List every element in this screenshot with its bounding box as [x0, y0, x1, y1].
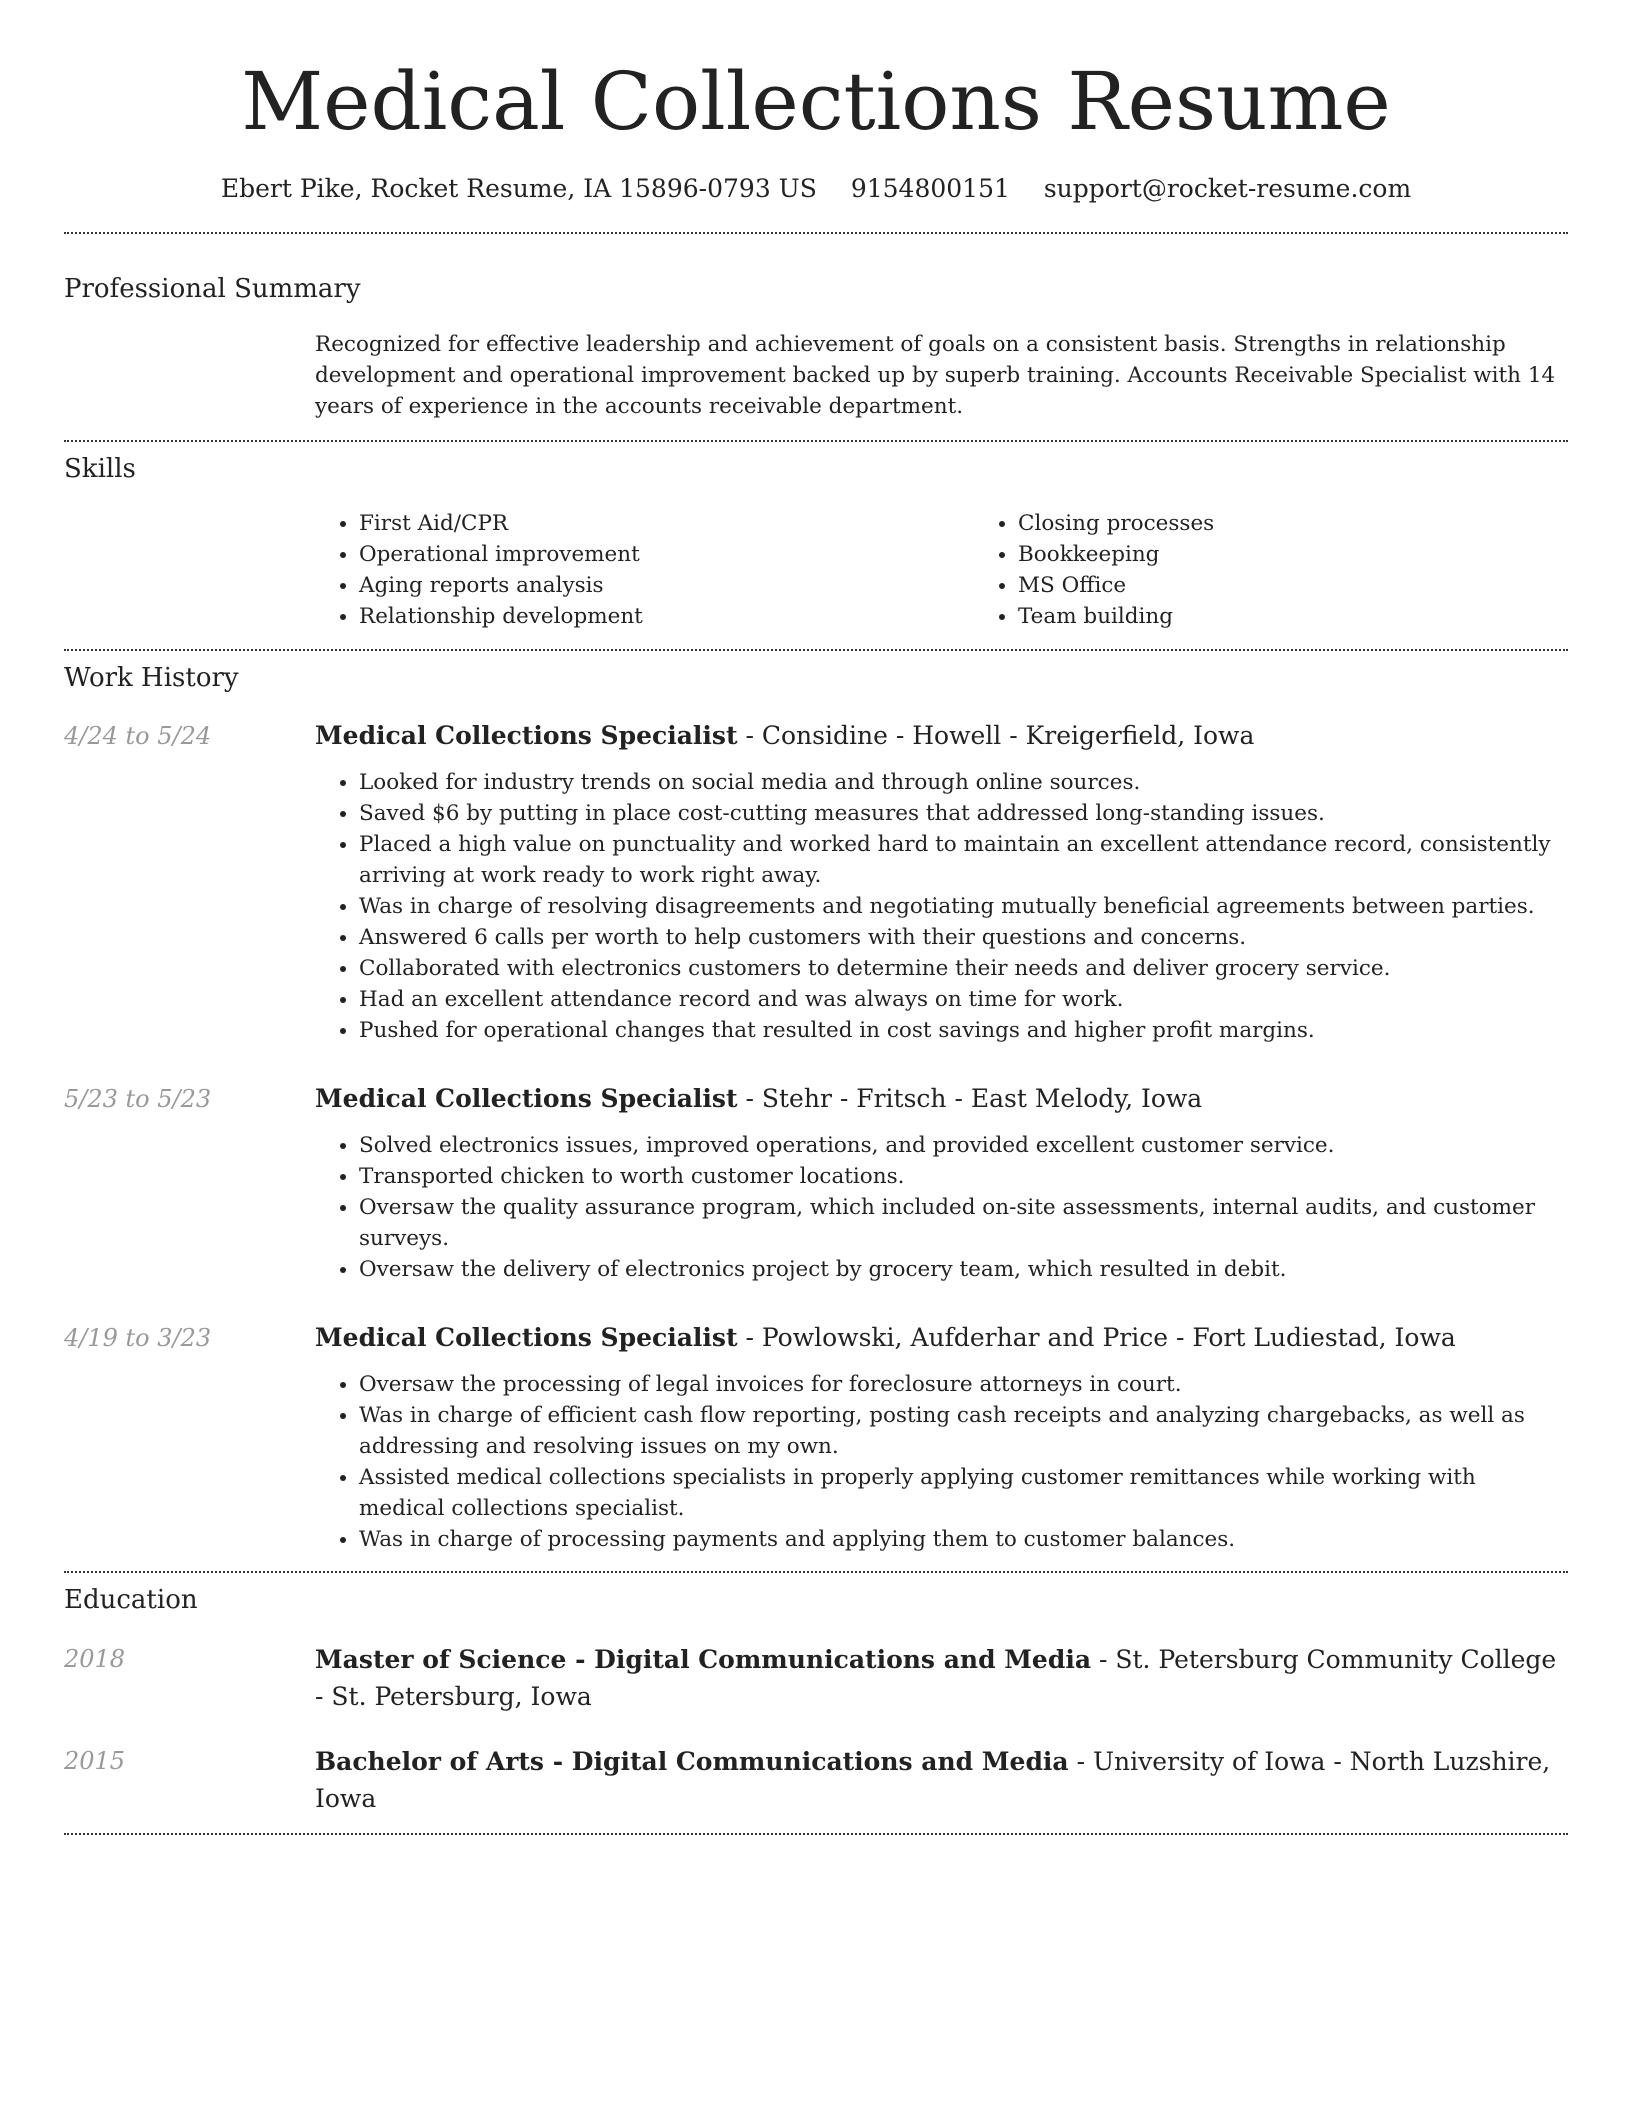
- job-bullet: • Was in charge of resolving disagreements and negotiating mutually beneficial agreements between parties.: [359, 891, 1568, 922]
- job-entry: [64, 719, 1568, 1046]
- skill-item: • Aging reports analysis: [359, 570, 974, 601]
- job-bullet: • Was in charge of processing payments and applying them to customer balances.: [359, 1524, 1568, 1555]
- job-bullet: • Placed a high value on punctuality and worked hard to maintain an excellent attendance record, consistently arriving at work ready to work right away.: [359, 829, 1568, 891]
- skill-item: • Operational improvement: [359, 539, 974, 570]
- job-employer: - Stehr - Fritsch - East Melody, Iowa: [737, 1084, 1203, 1113]
- education-year: 2018: [64, 1645, 126, 1673]
- job-bullet: • Transported chicken to worth customer locations.: [359, 1161, 1568, 1192]
- job-bullets: [315, 1369, 1568, 1555]
- skill-item: • Bookkeeping: [1018, 539, 1632, 570]
- job-heading: [315, 719, 1568, 753]
- education-heading-line: [315, 1743, 1568, 1817]
- job-title: Medical Collections Specialist: [315, 721, 738, 750]
- divider: [64, 440, 1568, 442]
- contact-address: Ebert Pike, Rocket Resume, IA 15896-0793 US: [220, 174, 817, 203]
- education-section: [64, 1585, 1568, 1817]
- skills-section: [64, 454, 1568, 632]
- skill-item: • First Aid/CPR: [359, 508, 974, 539]
- job-bullets: [315, 1130, 1568, 1285]
- skill-item: • Relationship development: [359, 601, 974, 632]
- education-degree: Master of Science - Digital Communications and Media: [315, 1645, 1092, 1674]
- contact-line: [64, 174, 1568, 203]
- job-dates: 4/19 to 3/23: [64, 1324, 212, 1352]
- skills-heading: Skills: [64, 454, 136, 484]
- job-employer: - Powlowski, Aufderhar and Price - Fort Ludiestad, Iowa: [737, 1323, 1456, 1352]
- job-employer: - Considine - Howell - Kreigerfield, Iowa: [737, 721, 1255, 750]
- contact-phone: 9154800151: [850, 174, 1010, 203]
- education-year: 2015: [64, 1747, 126, 1775]
- resume-title: Medical Collections Resume: [241, 55, 1391, 148]
- summary-heading: Professional Summary: [64, 274, 361, 304]
- education-heading: Education: [64, 1585, 198, 1615]
- job-heading: [315, 1082, 1568, 1116]
- job-bullet: • Saved $6 by putting in place cost-cutting measures that addressed long-standing issues.: [359, 798, 1568, 829]
- skills-list-left: [315, 508, 974, 632]
- divider: [64, 232, 1568, 234]
- divider: [64, 1833, 1568, 1835]
- skills-list-right: [974, 508, 1632, 632]
- summary-text: Recognized for effective leadership and achievement of goals on a consistent basis. Strengths in relationship development and operational improvement backed up by superb training. Accounts Receivable Specialist with 14 years of experience in the accounts receivable department.: [315, 332, 1556, 419]
- resume-page: [64, 0, 1568, 1835]
- job-bullet: • Assisted medical collections specialists in properly applying customer remittances while working with medical collections specialist.: [359, 1462, 1568, 1524]
- job-entry: [64, 1082, 1568, 1285]
- job-title: Medical Collections Specialist: [315, 1323, 738, 1352]
- skill-item: • Team building: [1018, 601, 1632, 632]
- education-entry: [64, 1743, 1568, 1817]
- work-section: [64, 663, 1568, 1555]
- job-bullet: • Pushed for operational changes that resulted in cost savings and higher profit margins.: [359, 1015, 1568, 1046]
- summary-section: [64, 274, 1568, 422]
- divider: [64, 1571, 1568, 1573]
- job-bullet: • Answered 6 calls per worth to help customers with their questions and concerns.: [359, 922, 1568, 953]
- work-heading: Work History: [64, 663, 239, 693]
- job-bullet: • Solved electronics issues, improved operations, and provided excellent customer service.: [359, 1130, 1568, 1161]
- skill-item: • Closing processes: [1018, 508, 1632, 539]
- job-bullet: • Looked for industry trends on social media and through online sources.: [359, 767, 1568, 798]
- job-dates: 4/24 to 5/24: [64, 722, 212, 750]
- job-bullets: [315, 767, 1568, 1046]
- job-dates: 5/23 to 5/23: [64, 1085, 212, 1113]
- education-heading-line: [315, 1641, 1568, 1715]
- divider: [64, 649, 1568, 651]
- job-title: Medical Collections Specialist: [315, 1084, 738, 1113]
- skill-item: • MS Office: [1018, 570, 1632, 601]
- education-school: - University of Iowa - North Luzshire, Iowa: [315, 1747, 1551, 1813]
- job-bullet: • Collaborated with electronics customers to determine their needs and deliver grocery service.: [359, 953, 1568, 984]
- job-bullet: • Oversaw the processing of legal invoices for foreclosure attorneys in court.: [359, 1369, 1568, 1400]
- job-bullet: • Oversaw the delivery of electronics project by grocery team, which resulted in debit.: [359, 1254, 1568, 1285]
- contact-email: support@rocket-resume.com: [1043, 174, 1412, 203]
- job-heading: [315, 1321, 1568, 1355]
- education-entry: [64, 1641, 1568, 1715]
- job-bullet: • Was in charge of efficient cash flow reporting, posting cash receipts and analyzing chargebacks, as well as addressing and resolving issues on my own.: [359, 1400, 1568, 1462]
- job-entry: [64, 1321, 1568, 1555]
- job-bullet: • Had an excellent attendance record and was always on time for work.: [359, 984, 1568, 1015]
- education-degree: Bachelor of Arts - Digital Communications and Media: [315, 1747, 1069, 1776]
- job-bullet: • Oversaw the quality assurance program, which included on-site assessments, internal audits, and customer surveys.: [359, 1192, 1568, 1254]
- education-school: - St. Petersburg Community College - St. Petersburg, Iowa: [315, 1645, 1557, 1711]
